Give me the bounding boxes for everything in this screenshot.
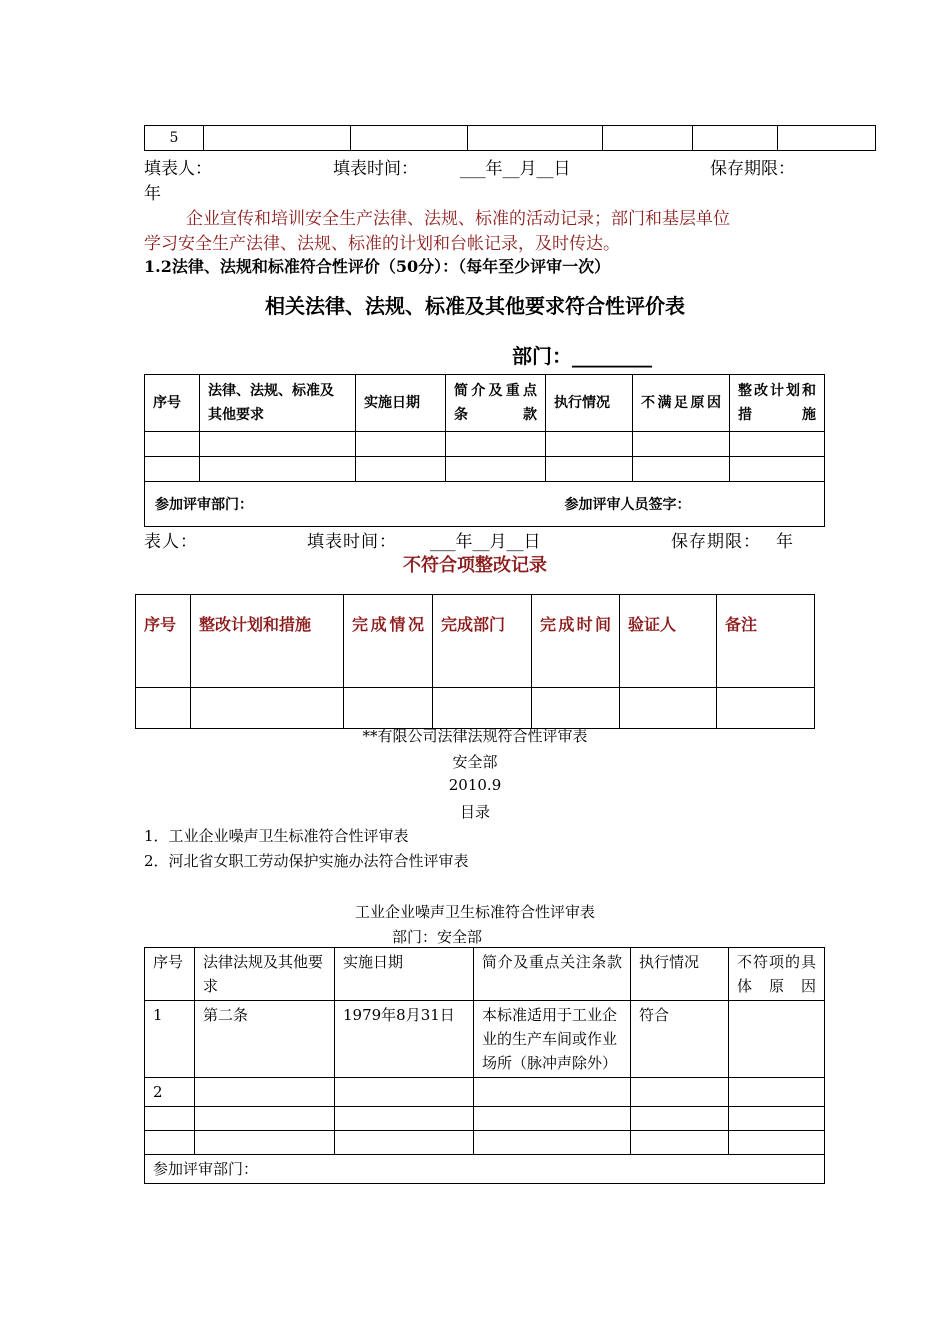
header-cell: 简介及重点条款	[446, 375, 546, 432]
table-row	[145, 1131, 825, 1155]
section-heading: 1.2法律、法规和标准符合性评价（50分）：（每年至少评审一次）	[144, 257, 611, 276]
cell-date: 1979年8月31日	[335, 1001, 474, 1078]
doc-dept: 安全部	[452, 753, 498, 771]
doc-date: 2010.9	[448, 776, 502, 794]
header-cell: 验证人	[620, 595, 717, 688]
header-cell: 完成情况	[344, 595, 433, 688]
paragraph-line-1: 企业宣传和培训安全生产法律、法规、标准的活动记录；部门和基层单位	[186, 209, 730, 229]
header-cell: 序号	[136, 595, 191, 688]
table-cell	[778, 126, 876, 151]
doc-title: **有限公司法律法规符合性评审表	[362, 727, 588, 745]
table-cell	[351, 126, 468, 151]
cell-status: 符合	[631, 1001, 729, 1078]
rect-table-title: 不符合项整改记录	[403, 555, 547, 576]
noise-footer: 参加评审部门：	[145, 1155, 825, 1184]
retention-label: 保存期限：	[710, 159, 795, 179]
retention-year: 年	[144, 184, 161, 204]
fill-date: ___年__月__日	[460, 159, 571, 179]
footer-dept-label: 参加评审部门：	[155, 497, 253, 513]
header-cell: 法律、法规、标准及其他要求	[200, 375, 356, 432]
eval-department: 部门：________	[512, 344, 652, 368]
filler-label: 填表人：	[144, 159, 212, 179]
eval-footer	[145, 482, 825, 527]
header-cell: 法律法规及其他要求	[195, 948, 335, 1001]
table-row	[145, 432, 825, 457]
table-cell	[204, 126, 351, 151]
top-table	[144, 125, 876, 151]
rect-table	[135, 594, 815, 729]
table-cell	[603, 126, 693, 151]
header-cell: 序号	[145, 375, 200, 432]
table-cell: 5	[145, 126, 204, 151]
noise-table	[144, 947, 825, 1184]
fill-time-label: 填表时间：	[333, 159, 418, 179]
toc-item[interactable]: 2．河北省女职工劳动保护实施办法符合性评审表	[144, 852, 469, 870]
cell-summary: 本标准适用于工业企业的生产车间或作业场所（脉冲声除外）	[474, 1001, 631, 1078]
header-cell: 实施日期	[356, 375, 446, 432]
cell-no: 2	[145, 1078, 195, 1107]
table-row	[145, 1107, 825, 1131]
header-cell: 序号	[145, 948, 195, 1001]
toc-title: 目录	[459, 803, 490, 821]
header-cell: 执行情况	[546, 375, 633, 432]
noise-table-title: 工业企业噪声卫生标准符合性评审表	[354, 903, 595, 921]
cell-reason	[729, 1001, 825, 1078]
noise-department: 部门：安全部	[392, 928, 483, 946]
filler-label-2: 表人：	[144, 532, 198, 552]
header-cell: 实施日期	[335, 948, 474, 1001]
header-cell: 备注	[717, 595, 815, 688]
paragraph-line-2: 学习安全生产法律、法规、标准的计划和台帐记录，及时传达。	[144, 234, 620, 254]
header-cell: 执行情况	[631, 948, 729, 1001]
cell-law: 第二条	[195, 1001, 335, 1078]
toc-item[interactable]: 1．工业企业噪声卫生标准符合性评审表	[144, 827, 409, 845]
eval-table-title: 相关法律、法规、标准及其他要求符合性评价表	[265, 294, 685, 318]
header-cell: 不满足原因	[633, 375, 730, 432]
retention-year-2: 年	[776, 532, 793, 552]
footer-sign-label: 参加评审人员签字：	[564, 497, 691, 513]
header-cell: 简介及重点关注条款	[474, 948, 631, 1001]
table-cell	[693, 126, 778, 151]
fill-date-2: ___年__月__日	[430, 532, 541, 552]
table-row	[145, 1078, 825, 1107]
header-cell: 整改计划和措施	[730, 375, 825, 432]
header-cell: 整改计划和措施	[191, 595, 344, 688]
header-cell: 不符项的具体原因	[729, 948, 825, 1001]
header-cell: 完成时间	[532, 595, 620, 688]
retention-label-2: 保存期限：	[671, 532, 761, 552]
table-row	[145, 1001, 825, 1078]
table-row	[145, 457, 825, 482]
table-cell	[468, 126, 603, 151]
cell-no: 1	[145, 1001, 195, 1078]
eval-table	[144, 374, 825, 527]
header-cell: 完成部门	[433, 595, 532, 688]
fill-time-label-2: 填表时间：	[307, 532, 397, 552]
table-row	[136, 688, 815, 729]
